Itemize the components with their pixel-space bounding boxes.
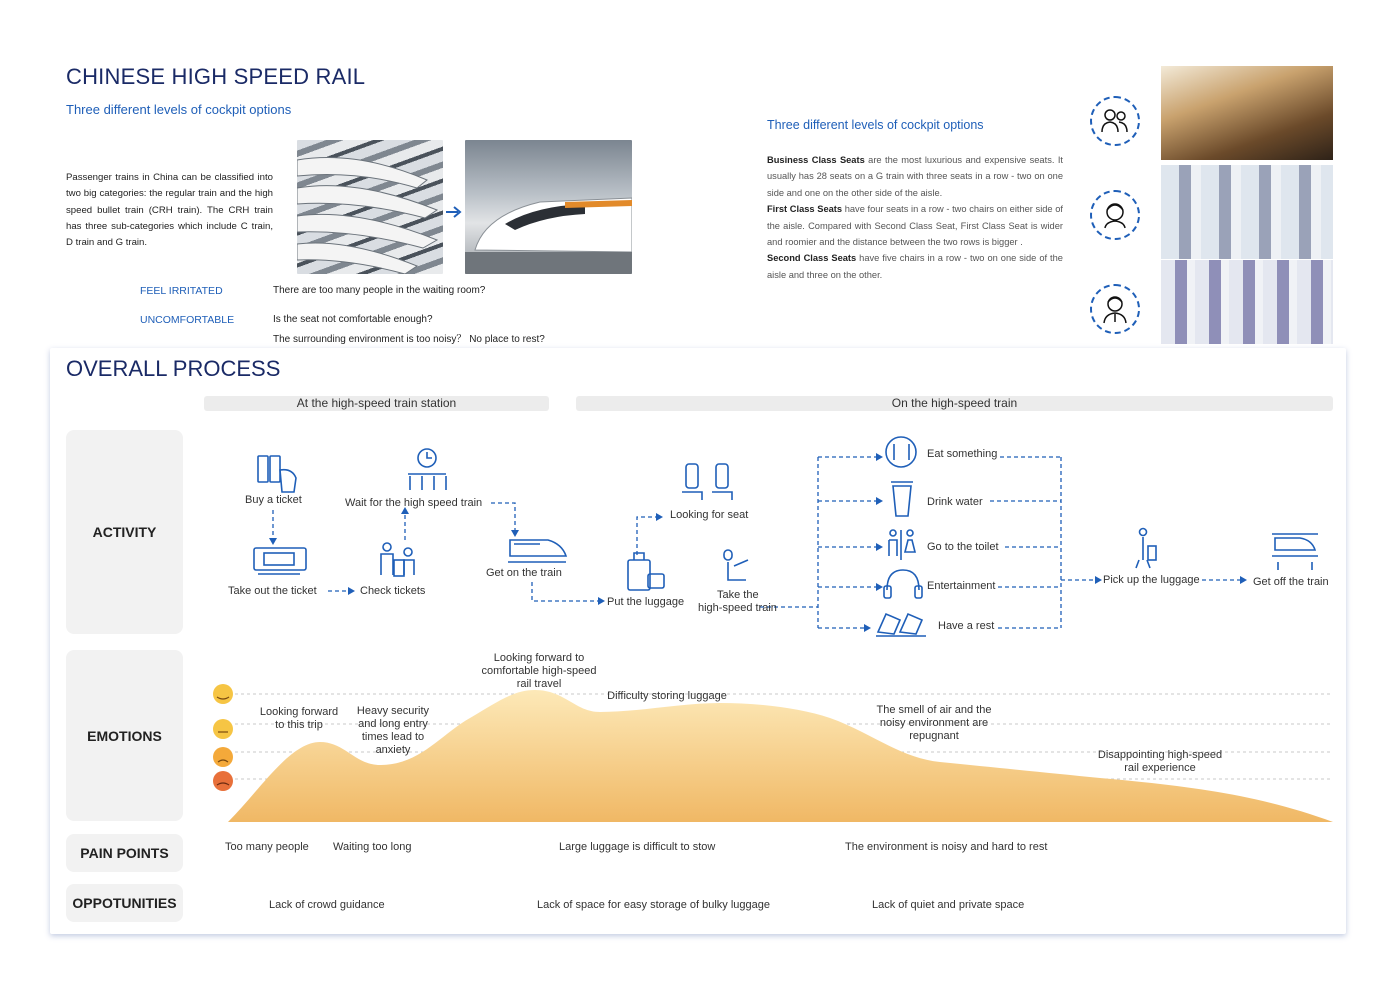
activity-take-train: Take the <box>717 589 759 601</box>
angry-emoji-icon <box>213 771 233 791</box>
page-title: CHINESE HIGH SPEED RAIL <box>66 64 366 89</box>
activity-buy-ticket: Buy a ticket <box>245 494 302 506</box>
pain-point-item: Waiting too long <box>333 841 412 853</box>
activity-get-on: Get on the train <box>486 567 562 579</box>
activity-entertainment: Entertainment <box>927 580 996 592</box>
second-class-name: Second Class Seats <box>767 253 857 264</box>
feeling-label-irritated: FEEL IRRITATED <box>140 285 223 297</box>
emotion-comfortable-travel: Looking forward to comfortable high-speed rail travel <box>481 652 597 690</box>
page-subtitle: Three different levels of cockpit options <box>66 102 292 117</box>
feeling-text: Is the seat not comfortable enough? <box>273 314 433 325</box>
activity-eat: Eat something <box>927 448 998 460</box>
emotion-looking-forward: Looking forward to this trip <box>259 706 339 731</box>
feeling-text: The surrounding environment is too noisy？ No place to rest? <box>273 334 545 345</box>
activity-get-off: Get off the train <box>1253 576 1329 588</box>
pain-point-item: Too many people <box>225 841 309 853</box>
emotion-repugnant: The smell of air and the noisy environment are repugnant <box>876 704 992 742</box>
row-label-activity: ACTIVITY <box>66 430 183 634</box>
first-class-name: First Class Seats <box>767 204 843 215</box>
activity-drink: Drink water <box>927 496 983 508</box>
row-label-emotions: EMOTIONS <box>66 650 183 821</box>
pain-point-item: Large luggage is difficult to stow <box>559 841 716 853</box>
feeling-label-uncomfortable: UNCOMFORTABLE <box>140 314 235 326</box>
second-class-text: have five chairs in a row - two on one side of the aisle and three on the other. <box>767 253 1063 280</box>
activity-take-train-2: high-speed train <box>698 602 777 614</box>
intro-paragraph: Passenger trains in China can be classified into two big categories: the regular train and the high speed bullet train (CRH train). The CRH train has three sub-categories which include C train, D train and G train. <box>66 172 273 249</box>
phase-train: On the high-speed train <box>576 396 1333 411</box>
opportunity-item: Lack of quiet and private space <box>872 899 1025 911</box>
row-label-pain-points: PAIN POINTS <box>66 834 183 872</box>
seat-section-title: Three different levels of cockpit options <box>767 118 984 132</box>
activity-take-out-ticket: Take out the ticket <box>228 585 317 597</box>
business-class-name: Business Class Seats <box>767 155 865 165</box>
business-class-text: are the most luxurious and expensive seats. It usually has 28 seats on a G train with three seats in a row - two on one side and one on the other side of the aisle. <box>767 155 1063 198</box>
activity-rest: Have a rest <box>938 620 995 632</box>
activity-wait: Wait for the high speed train <box>345 497 483 509</box>
activity-pick-up: Pick up the luggage <box>1103 574 1200 586</box>
phase-station: At the high-speed train station <box>204 396 549 411</box>
activity-looking-seat: Looking for seat <box>670 509 749 521</box>
emotion-anxiety: Heavy security and long entry times lead to anxiety <box>356 705 430 756</box>
activity-toilet: Go to the toilet <box>927 541 999 553</box>
pain-point-item: The environment is noisy and hard to rest <box>845 841 1048 853</box>
activity-put-luggage: Put the luggage <box>607 596 685 608</box>
emoji-scale <box>213 684 233 791</box>
neutral-emoji-icon <box>213 719 233 739</box>
emotion-disappointing: Disappointing high-speed rail experience <box>1097 749 1223 774</box>
sad-emoji-icon <box>213 747 233 767</box>
opportunity-item: Lack of crowd guidance <box>269 899 385 911</box>
happy-emoji-icon <box>213 684 233 704</box>
emotion-storing-luggage: Difficulty storing luggage <box>607 690 727 702</box>
first-class-text: have four seats in a row - two chairs on either side of the aisle. Compared with Second Class Seat, First Class Seat is wider and roomier and the distance between the two rows is bigger . <box>767 204 1063 248</box>
activity-check-tickets: Check tickets <box>360 585 426 597</box>
process-title: OVERALL PROCESS <box>66 356 281 381</box>
feeling-text: There are too many people in the waiting room? <box>273 285 486 296</box>
row-label-opportunities: OPPOTUNITIES <box>66 884 183 922</box>
opportunity-item: Lack of space for easy storage of bulky luggage <box>537 899 770 911</box>
